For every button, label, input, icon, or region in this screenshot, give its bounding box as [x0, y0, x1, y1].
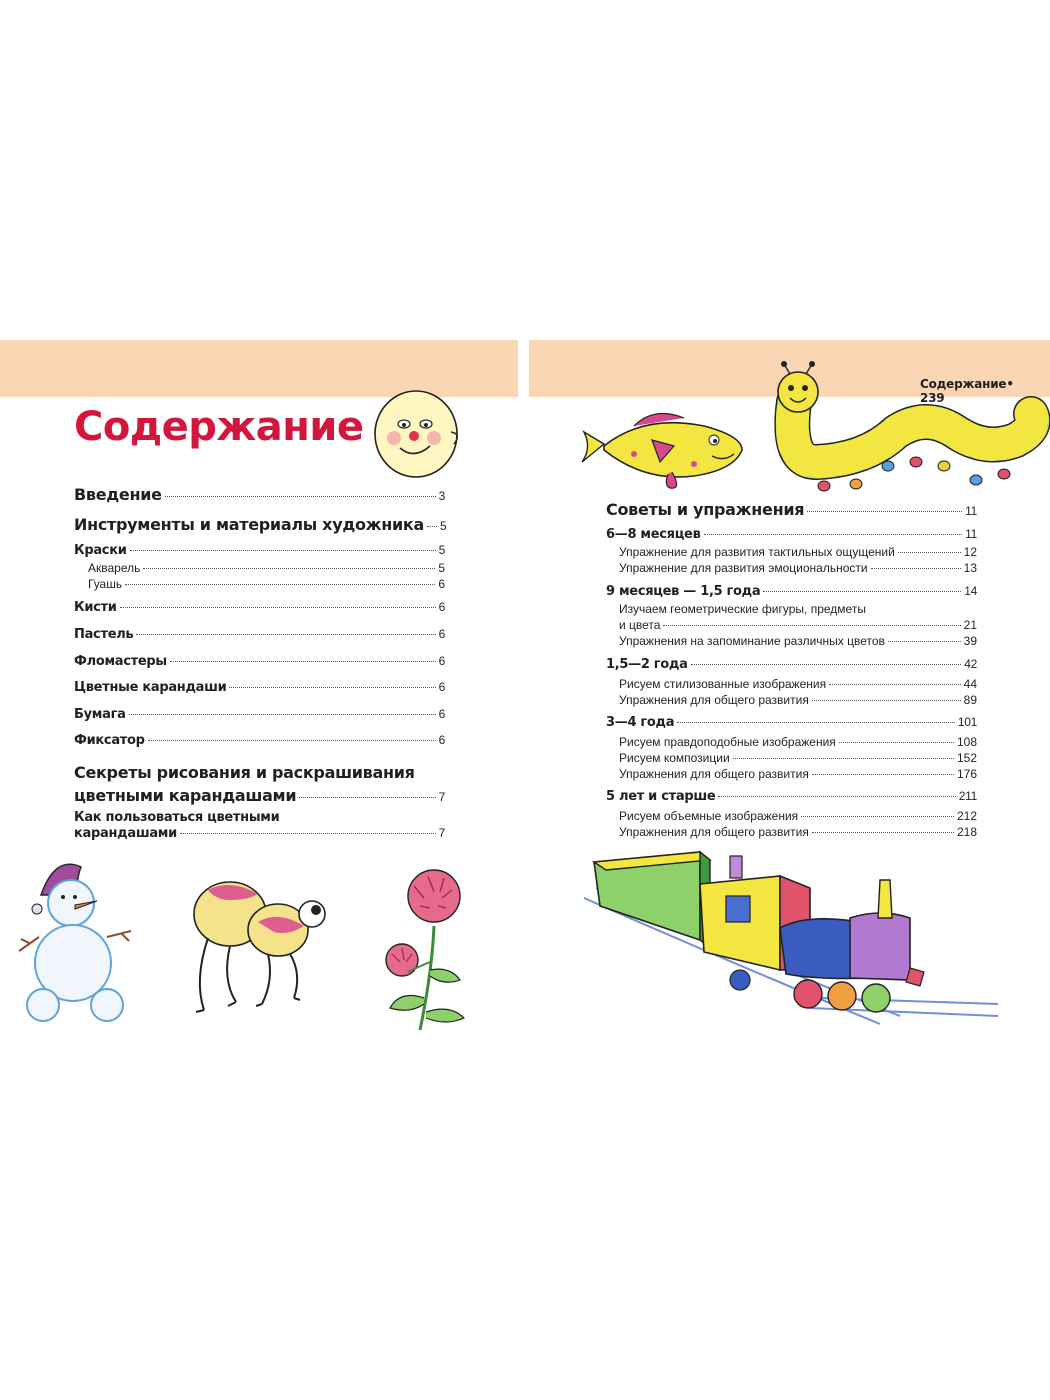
- toc-entry[interactable]: Фломастеры 6: [74, 654, 445, 669]
- toc-title: Содержание: [74, 404, 364, 450]
- toc-entry[interactable]: 3—4 года 101: [606, 715, 977, 730]
- running-head: Содержание• 239: [920, 377, 1014, 405]
- toc-entry[interactable]: Фиксатор 6: [74, 733, 445, 748]
- toc-entry[interactable]: и цвета 21: [619, 618, 977, 632]
- toc-entry[interactable]: Гуашь 6: [88, 577, 445, 591]
- toc-entry[interactable]: цветными карандашами 7: [74, 786, 445, 805]
- toc-entry[interactable]: Рисуем композиции 152: [619, 751, 977, 765]
- toc-entry[interactable]: Рисуем стилизованные изображения 44: [619, 677, 977, 691]
- toc-entry[interactable]: Бумага 6: [74, 707, 445, 722]
- toc-entry[interactable]: Введение 3: [74, 485, 445, 504]
- toc-entry[interactable]: Упражнения для общего развития 218: [619, 825, 977, 839]
- spider-illustration: [178, 870, 338, 1020]
- toc-entry[interactable]: Пастель 6: [74, 627, 445, 642]
- toc-entry[interactable]: Акварель 5: [88, 561, 445, 575]
- toc-entry[interactable]: Краски 5: [74, 543, 445, 558]
- toc-entry[interactable]: Рисуем объемные изображения 212: [619, 809, 977, 823]
- fish-illustration: [574, 404, 749, 492]
- toc-entry[interactable]: Цветные карандаши 6: [74, 680, 445, 695]
- snowman-illustration: [15, 855, 140, 1030]
- toc-entry[interactable]: Кисти 6: [74, 600, 445, 615]
- toc-entry[interactable]: Упражнения для общего развития 176: [619, 767, 977, 781]
- toc-entry-line1[interactable]: Как пользоваться цветными: [74, 810, 280, 825]
- toc-entry[interactable]: Рисуем правдоподобные изображения 108: [619, 735, 977, 749]
- toc-entry-line1[interactable]: Изучаем геометрические фигуры, предметы: [619, 602, 866, 616]
- clover-flower-illustration: [380, 862, 485, 1032]
- toc-entry[interactable]: Советы и упражнения 11: [606, 500, 977, 519]
- toc-entry[interactable]: Инструменты и материалы художника 5: [74, 515, 447, 534]
- train-illustration: [580, 848, 1002, 1030]
- toc-entry[interactable]: 1,5—2 года 42: [606, 657, 977, 672]
- toc-entry[interactable]: Упражнение для развития эмоциональности 13: [619, 561, 977, 575]
- toc-entry[interactable]: 9 месяцев — 1,5 года 14: [606, 584, 977, 599]
- toc-entry[interactable]: Упражнения для общего развития 89: [619, 693, 977, 707]
- toc-entry[interactable]: карандашами 7: [74, 826, 445, 841]
- toc-entry[interactable]: Упражнения на запоминание различных цветов 39: [619, 634, 977, 648]
- toc-entry-line1[interactable]: Секреты рисования и раскрашивания: [74, 763, 415, 782]
- toc-entry[interactable]: 6—8 месяцев 11: [606, 527, 977, 542]
- toc-entry[interactable]: 5 лет и старше 211: [606, 789, 977, 804]
- caterpillar-illustration: [776, 362, 1040, 497]
- toc-entry[interactable]: Упражнение для развития тактильных ощущений 12: [619, 545, 977, 559]
- face-illustration: [370, 384, 466, 480]
